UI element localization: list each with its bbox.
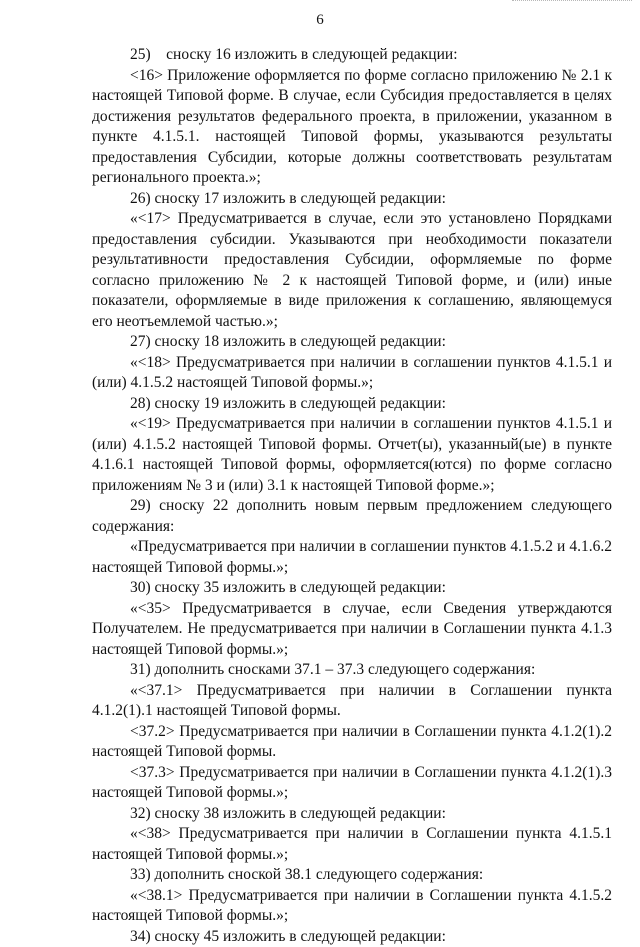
paragraph: «<18> Предусматривается при наличии в соглашении пунктов 4.1.5.1 и (или) 4.1.5.2 настоящей Типовой формы.»; <box>92 353 612 394</box>
paragraph: «<19> Предусматривается при наличии в соглашении пунктов 4.1.5.1 и (или) 4.1.5.2 настоящей Типовой формы. Отчет(ы), указанный(ые) в пункте 4.1.6.1 настоящей Типовой формы, оформляется(ются) по форме согласно приложениям № 3 и (или) 3.1 к настоящей Типовой форме.»; <box>92 414 612 496</box>
document-body <box>92 45 612 947</box>
paragraph: 30) сноску 35 изложить в следующей редакции: <box>92 578 612 599</box>
paragraph: 29) сноску 22 дополнить новым первым предложением следующего содержания: <box>92 496 612 537</box>
paragraph: <37.3> Предусматривается при наличии в Соглашении пункта 4.1.2(1).3 настоящей Типовой формы.»; <box>92 763 612 804</box>
paragraph: «<37.1> Предусматривается при наличии в Соглашении пункта 4.1.2(1).1 настоящей Типовой формы. <box>92 681 612 722</box>
scan-edge-mark <box>512 0 632 5</box>
paragraph: «<35> Предусматривается в случае, если Сведения утверждаются Получателем. Не предусматривается при наличии в Соглашении пункта 4.1.3 настоящей Типовой формы.»; <box>92 599 612 661</box>
paragraph: «<17> Предусматривается в случае, если это установлено Порядками предоставления субсидии. Указываются при необходимости показатели результативности предоставления Субсидии, оформляемые по форме согласно приложению № 2 к настоящей Типовой форме, и (или) иные показатели, оформляемые в виде приложения к соглашению, являющемуся его неотъемлемой частью.»; <box>92 209 612 332</box>
paragraph: «<38.1> Предусматривается при наличии в Соглашении пункта 4.1.5.2 настоящей Типовой формы.»; <box>92 886 612 927</box>
paragraph: 27) сноску 18 изложить в следующей редакции: <box>92 332 612 353</box>
page-number: 6 <box>0 10 640 31</box>
paragraph: 32) сноску 38 изложить в следующей редакции: <box>92 804 612 825</box>
paragraph: <37.2> Предусматривается при наличии в Соглашении пункта 4.1.2(1).2 настоящей Типовой формы. <box>92 722 612 763</box>
paragraph: 33) дополнить сноской 38.1 следующего содержания: <box>92 865 612 886</box>
paragraph: 25) сноску 16 изложить в следующей редакции: <box>92 45 612 66</box>
paragraph: 26) сноску 17 изложить в следующей редакции: <box>92 189 612 210</box>
paragraph: «<38> Предусматривается при наличии в Соглашении пункта 4.1.5.1 настоящей Типовой формы.»; <box>92 824 612 865</box>
paragraph: 28) сноску 19 изложить в следующей редакции: <box>92 394 612 415</box>
paragraph: «Предусматривается при наличии в соглашении пунктов 4.1.5.2 и 4.1.6.2 настоящей Типовой формы.»; <box>92 537 612 578</box>
paragraph: 31) дополнить сносками 37.1 – 37.3 следующего содержания: <box>92 660 612 681</box>
paragraph: 34) сноску 45 изложить в следующей редакции: <box>92 927 612 947</box>
paragraph: <16> Приложение оформляется по форме согласно приложению № 2.1 к настоящей Типовой форме. В случае, если Субсидия предоставляется в целях достижения результатов федерального проекта, в приложении, указанном в пункте 4.1.5.1. настоящей Типовой формы, указываются результаты предоставления Субсидии, которые должны соответствовать результатам регионального проекта.»; <box>92 66 612 189</box>
